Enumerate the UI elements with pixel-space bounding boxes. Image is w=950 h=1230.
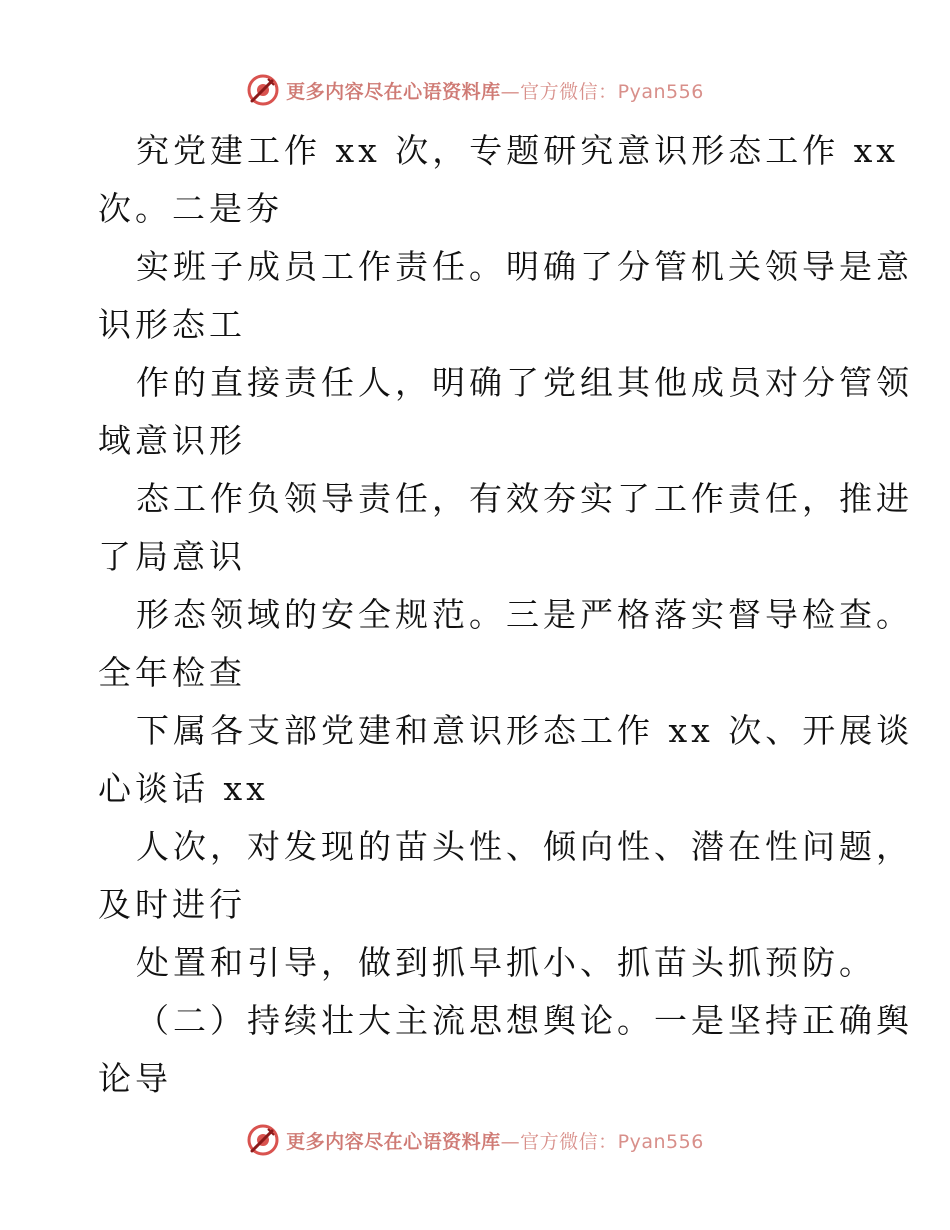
text-line: 全年检查 <box>98 653 246 692</box>
header-contact: 官方微信：Pyan556 <box>520 80 704 103</box>
document-body <box>98 122 914 1108</box>
text-line: 作的直接责任人，明确了党组其他成员对分管领 <box>136 363 913 402</box>
text-line: 了局意识 <box>98 537 246 576</box>
header-banner <box>0 70 950 110</box>
brand-logo-icon <box>246 1123 280 1157</box>
header-text <box>286 77 704 104</box>
text-line: 人次，对发现的苗头性、倾向性、潜在性问题， <box>136 827 913 866</box>
text-line: 论导 <box>98 1059 172 1098</box>
text-line: 态工作负领导责任，有效夯实了工作责任，推进 <box>136 479 913 518</box>
text-line: 处置和引导，做到抓早抓小、抓苗头抓预防。 <box>136 943 876 982</box>
text-line: 心谈话 xx <box>98 769 269 808</box>
footer-text <box>286 1127 704 1154</box>
text-line: 域意识形 <box>98 421 246 460</box>
footer-banner <box>0 1120 950 1160</box>
text-line: （二）持续壮大主流思想舆论。一是坚持正确舆 <box>136 1001 913 1040</box>
footer-brand: 更多内容尽在心语资料库 <box>286 1130 501 1153</box>
footer-separator: — <box>500 1130 521 1153</box>
text-line: 识形态工 <box>98 305 246 344</box>
text-line: 形态领域的安全规范。三是严格落实督导检查。 <box>136 595 913 634</box>
brand-logo-icon <box>246 73 280 107</box>
footer-contact: 官方微信：Pyan556 <box>520 1130 704 1153</box>
text-line: 究党建工作 xx 次，专题研究意识形态工作 xx <box>136 131 899 170</box>
text-line: 及时进行 <box>98 885 246 924</box>
header-brand: 更多内容尽在心语资料库 <box>286 80 501 103</box>
header-separator: — <box>500 80 521 103</box>
text-line: 实班子成员工作责任。明确了分管机关领导是意 <box>136 247 913 286</box>
text-line: 下属各支部党建和意识形态工作 xx 次、开展谈 <box>136 711 914 750</box>
text-line: 次。二是夯 <box>98 189 283 228</box>
